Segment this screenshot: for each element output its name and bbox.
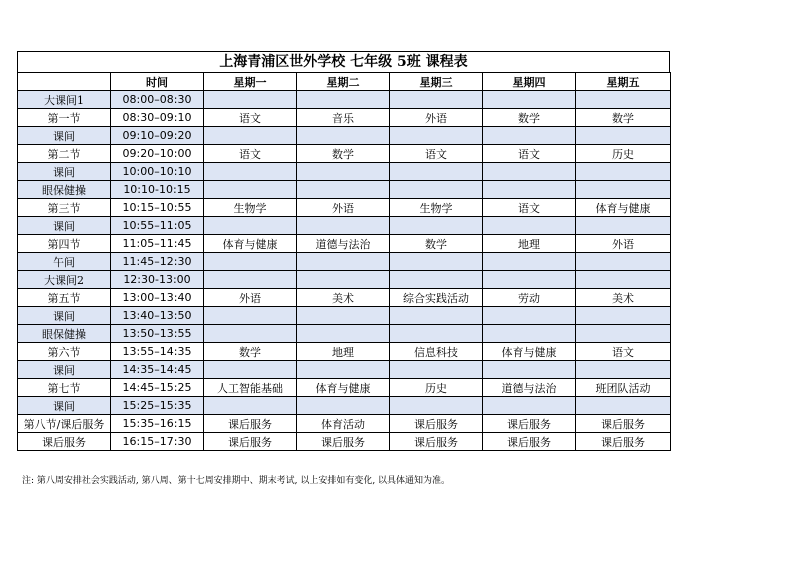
subject-cell	[576, 307, 671, 325]
period-label: 午间	[18, 253, 111, 271]
subject-cell: 外语	[204, 289, 297, 307]
subject-cell: 课后服务	[390, 433, 483, 451]
subject-cell: 语文	[390, 145, 483, 163]
subject-cell	[576, 253, 671, 271]
subject-cell: 生物学	[204, 199, 297, 217]
subject-cell: 音乐	[297, 109, 390, 127]
period-time: 14:45–15:25	[111, 379, 204, 397]
subject-cell: 体育与健康	[483, 343, 576, 361]
subject-cell: 语文	[204, 145, 297, 163]
timetable-sheet	[17, 51, 670, 451]
header-cell-corner	[18, 73, 111, 91]
subject-cell	[204, 217, 297, 235]
subject-cell	[483, 181, 576, 199]
subject-cell	[483, 307, 576, 325]
subject-cell	[204, 181, 297, 199]
subject-cell: 语文	[483, 145, 576, 163]
subject-cell: 道德与法治	[483, 379, 576, 397]
subject-cell: 数学	[390, 235, 483, 253]
period-time: 10:15–10:55	[111, 199, 204, 217]
subject-cell	[297, 127, 390, 145]
subject-cell	[204, 253, 297, 271]
subject-cell	[390, 397, 483, 415]
subject-cell	[576, 91, 671, 109]
table-row	[18, 325, 671, 343]
table-row	[18, 145, 671, 163]
subject-cell: 数学	[483, 109, 576, 127]
period-label: 第七节	[18, 379, 111, 397]
subject-cell	[204, 397, 297, 415]
period-time: 10:10-10:15	[111, 181, 204, 199]
subject-cell: 语文	[204, 109, 297, 127]
period-label: 第三节	[18, 199, 111, 217]
subject-cell	[483, 217, 576, 235]
footnote: 注: 第八周安排社会实践活动, 第八周、第十七周安排期中、期末考试, 以上安排如有变化, 以具体通知为准。	[22, 476, 451, 486]
period-label: 课间	[18, 307, 111, 325]
table-row	[18, 91, 671, 109]
period-time: 14:35–14:45	[111, 361, 204, 379]
subject-cell: 数学	[297, 145, 390, 163]
period-label: 大课间2	[18, 271, 111, 289]
subject-cell	[576, 397, 671, 415]
period-label: 第八节/课后服务	[18, 415, 111, 433]
table-row	[18, 433, 671, 451]
subject-cell	[204, 307, 297, 325]
subject-cell: 信息科技	[390, 343, 483, 361]
subject-cell	[483, 163, 576, 181]
subject-cell: 外语	[297, 199, 390, 217]
subject-cell: 语文	[576, 343, 671, 361]
period-label: 第二节	[18, 145, 111, 163]
period-label: 第四节	[18, 235, 111, 253]
subject-cell	[390, 91, 483, 109]
period-time: 11:05–11:45	[111, 235, 204, 253]
subject-cell: 课后服务	[483, 415, 576, 433]
table-row	[18, 343, 671, 361]
subject-cell	[576, 181, 671, 199]
subject-cell: 课后服务	[576, 415, 671, 433]
subject-cell: 外语	[576, 235, 671, 253]
table-row	[18, 217, 671, 235]
period-label: 第六节	[18, 343, 111, 361]
subject-cell: 数学	[576, 109, 671, 127]
subject-cell: 体育活动	[297, 415, 390, 433]
subject-cell: 劳动	[483, 289, 576, 307]
subject-cell	[576, 361, 671, 379]
table-row	[18, 253, 671, 271]
period-label: 第五节	[18, 289, 111, 307]
subject-cell	[483, 91, 576, 109]
period-time: 12:30-13:00	[111, 271, 204, 289]
timetable-body	[18, 91, 671, 451]
subject-cell	[576, 325, 671, 343]
subject-cell	[390, 181, 483, 199]
period-time: 13:50–13:55	[111, 325, 204, 343]
period-time: 13:40–13:50	[111, 307, 204, 325]
table-row	[18, 415, 671, 433]
period-time: 13:00–13:40	[111, 289, 204, 307]
subject-cell: 课后服务	[576, 433, 671, 451]
period-time: 08:30–09:10	[111, 109, 204, 127]
subject-cell	[390, 163, 483, 181]
subject-cell: 课后服务	[204, 433, 297, 451]
header-cell-day: 星期四	[483, 73, 576, 91]
subject-cell: 历史	[576, 145, 671, 163]
subject-cell: 综合实践活动	[390, 289, 483, 307]
subject-cell	[297, 271, 390, 289]
subject-cell: 道德与法治	[297, 235, 390, 253]
subject-cell	[297, 253, 390, 271]
subject-cell	[390, 127, 483, 145]
period-time: 16:15–17:30	[111, 433, 204, 451]
table-row	[18, 127, 671, 145]
table-row	[18, 181, 671, 199]
period-label: 课间	[18, 397, 111, 415]
period-time: 09:10–09:20	[111, 127, 204, 145]
subject-cell: 地理	[483, 235, 576, 253]
subject-cell: 美术	[297, 289, 390, 307]
subject-cell: 课后服务	[297, 433, 390, 451]
table-row	[18, 397, 671, 415]
period-label: 课间	[18, 361, 111, 379]
subject-cell	[297, 325, 390, 343]
subject-cell	[576, 163, 671, 181]
subject-cell	[297, 307, 390, 325]
subject-cell	[390, 253, 483, 271]
subject-cell	[390, 325, 483, 343]
subject-cell	[483, 397, 576, 415]
subject-cell	[204, 361, 297, 379]
header-cell-day: 星期二	[297, 73, 390, 91]
header-cell-day: 星期三	[390, 73, 483, 91]
subject-cell	[576, 127, 671, 145]
subject-cell	[204, 325, 297, 343]
subject-cell: 课后服务	[204, 415, 297, 433]
period-time: 15:35–16:15	[111, 415, 204, 433]
period-time: 15:25–15:35	[111, 397, 204, 415]
table-row	[18, 271, 671, 289]
subject-cell: 体育与健康	[576, 199, 671, 217]
subject-cell: 课后服务	[390, 415, 483, 433]
subject-cell: 人工智能基础	[204, 379, 297, 397]
subject-cell: 体育与健康	[297, 379, 390, 397]
subject-cell: 体育与健康	[204, 235, 297, 253]
subject-cell	[204, 127, 297, 145]
subject-cell	[483, 271, 576, 289]
subject-cell: 地理	[297, 343, 390, 361]
subject-cell	[297, 361, 390, 379]
table-row	[18, 289, 671, 307]
subject-cell: 班团队活动	[576, 379, 671, 397]
subject-cell: 课后服务	[483, 433, 576, 451]
subject-cell	[390, 307, 483, 325]
subject-cell	[297, 181, 390, 199]
table-row	[18, 163, 671, 181]
period-label: 课间	[18, 163, 111, 181]
subject-cell	[297, 217, 390, 235]
header-cell-time: 时间	[111, 73, 204, 91]
subject-cell: 语文	[483, 199, 576, 217]
subject-cell: 生物学	[390, 199, 483, 217]
period-time: 13:55–14:35	[111, 343, 204, 361]
period-label: 眼保健操	[18, 325, 111, 343]
subject-cell	[390, 217, 483, 235]
period-label: 眼保健操	[18, 181, 111, 199]
period-time: 11:45–12:30	[111, 253, 204, 271]
table-row	[18, 199, 671, 217]
period-time: 09:20–10:00	[111, 145, 204, 163]
subject-cell: 数学	[204, 343, 297, 361]
table-row	[18, 109, 671, 127]
period-time: 10:55–11:05	[111, 217, 204, 235]
period-label: 课间	[18, 217, 111, 235]
subject-cell	[390, 361, 483, 379]
subject-cell	[390, 271, 483, 289]
subject-cell	[204, 271, 297, 289]
subject-cell	[483, 361, 576, 379]
period-label: 大课间1	[18, 91, 111, 109]
subject-cell	[297, 91, 390, 109]
table-row	[18, 307, 671, 325]
table-row	[18, 379, 671, 397]
period-label: 课间	[18, 127, 111, 145]
subject-cell: 外语	[390, 109, 483, 127]
header-cell-day: 星期一	[204, 73, 297, 91]
header-cell-day: 星期五	[576, 73, 671, 91]
period-time: 08:00–08:30	[111, 91, 204, 109]
subject-cell	[297, 397, 390, 415]
header-row	[18, 73, 671, 91]
period-label: 课后服务	[18, 433, 111, 451]
timetable-title: 上海青浦区世外学校 七年级 5班 课程表	[17, 51, 670, 72]
subject-cell	[576, 271, 671, 289]
subject-cell	[483, 127, 576, 145]
subject-cell: 历史	[390, 379, 483, 397]
subject-cell	[204, 163, 297, 181]
subject-cell	[483, 253, 576, 271]
period-label: 第一节	[18, 109, 111, 127]
period-time: 10:00–10:10	[111, 163, 204, 181]
table-row	[18, 235, 671, 253]
subject-cell	[483, 325, 576, 343]
subject-cell: 美术	[576, 289, 671, 307]
subject-cell	[576, 217, 671, 235]
timetable	[17, 72, 671, 451]
table-row	[18, 361, 671, 379]
subject-cell	[204, 91, 297, 109]
subject-cell	[297, 163, 390, 181]
